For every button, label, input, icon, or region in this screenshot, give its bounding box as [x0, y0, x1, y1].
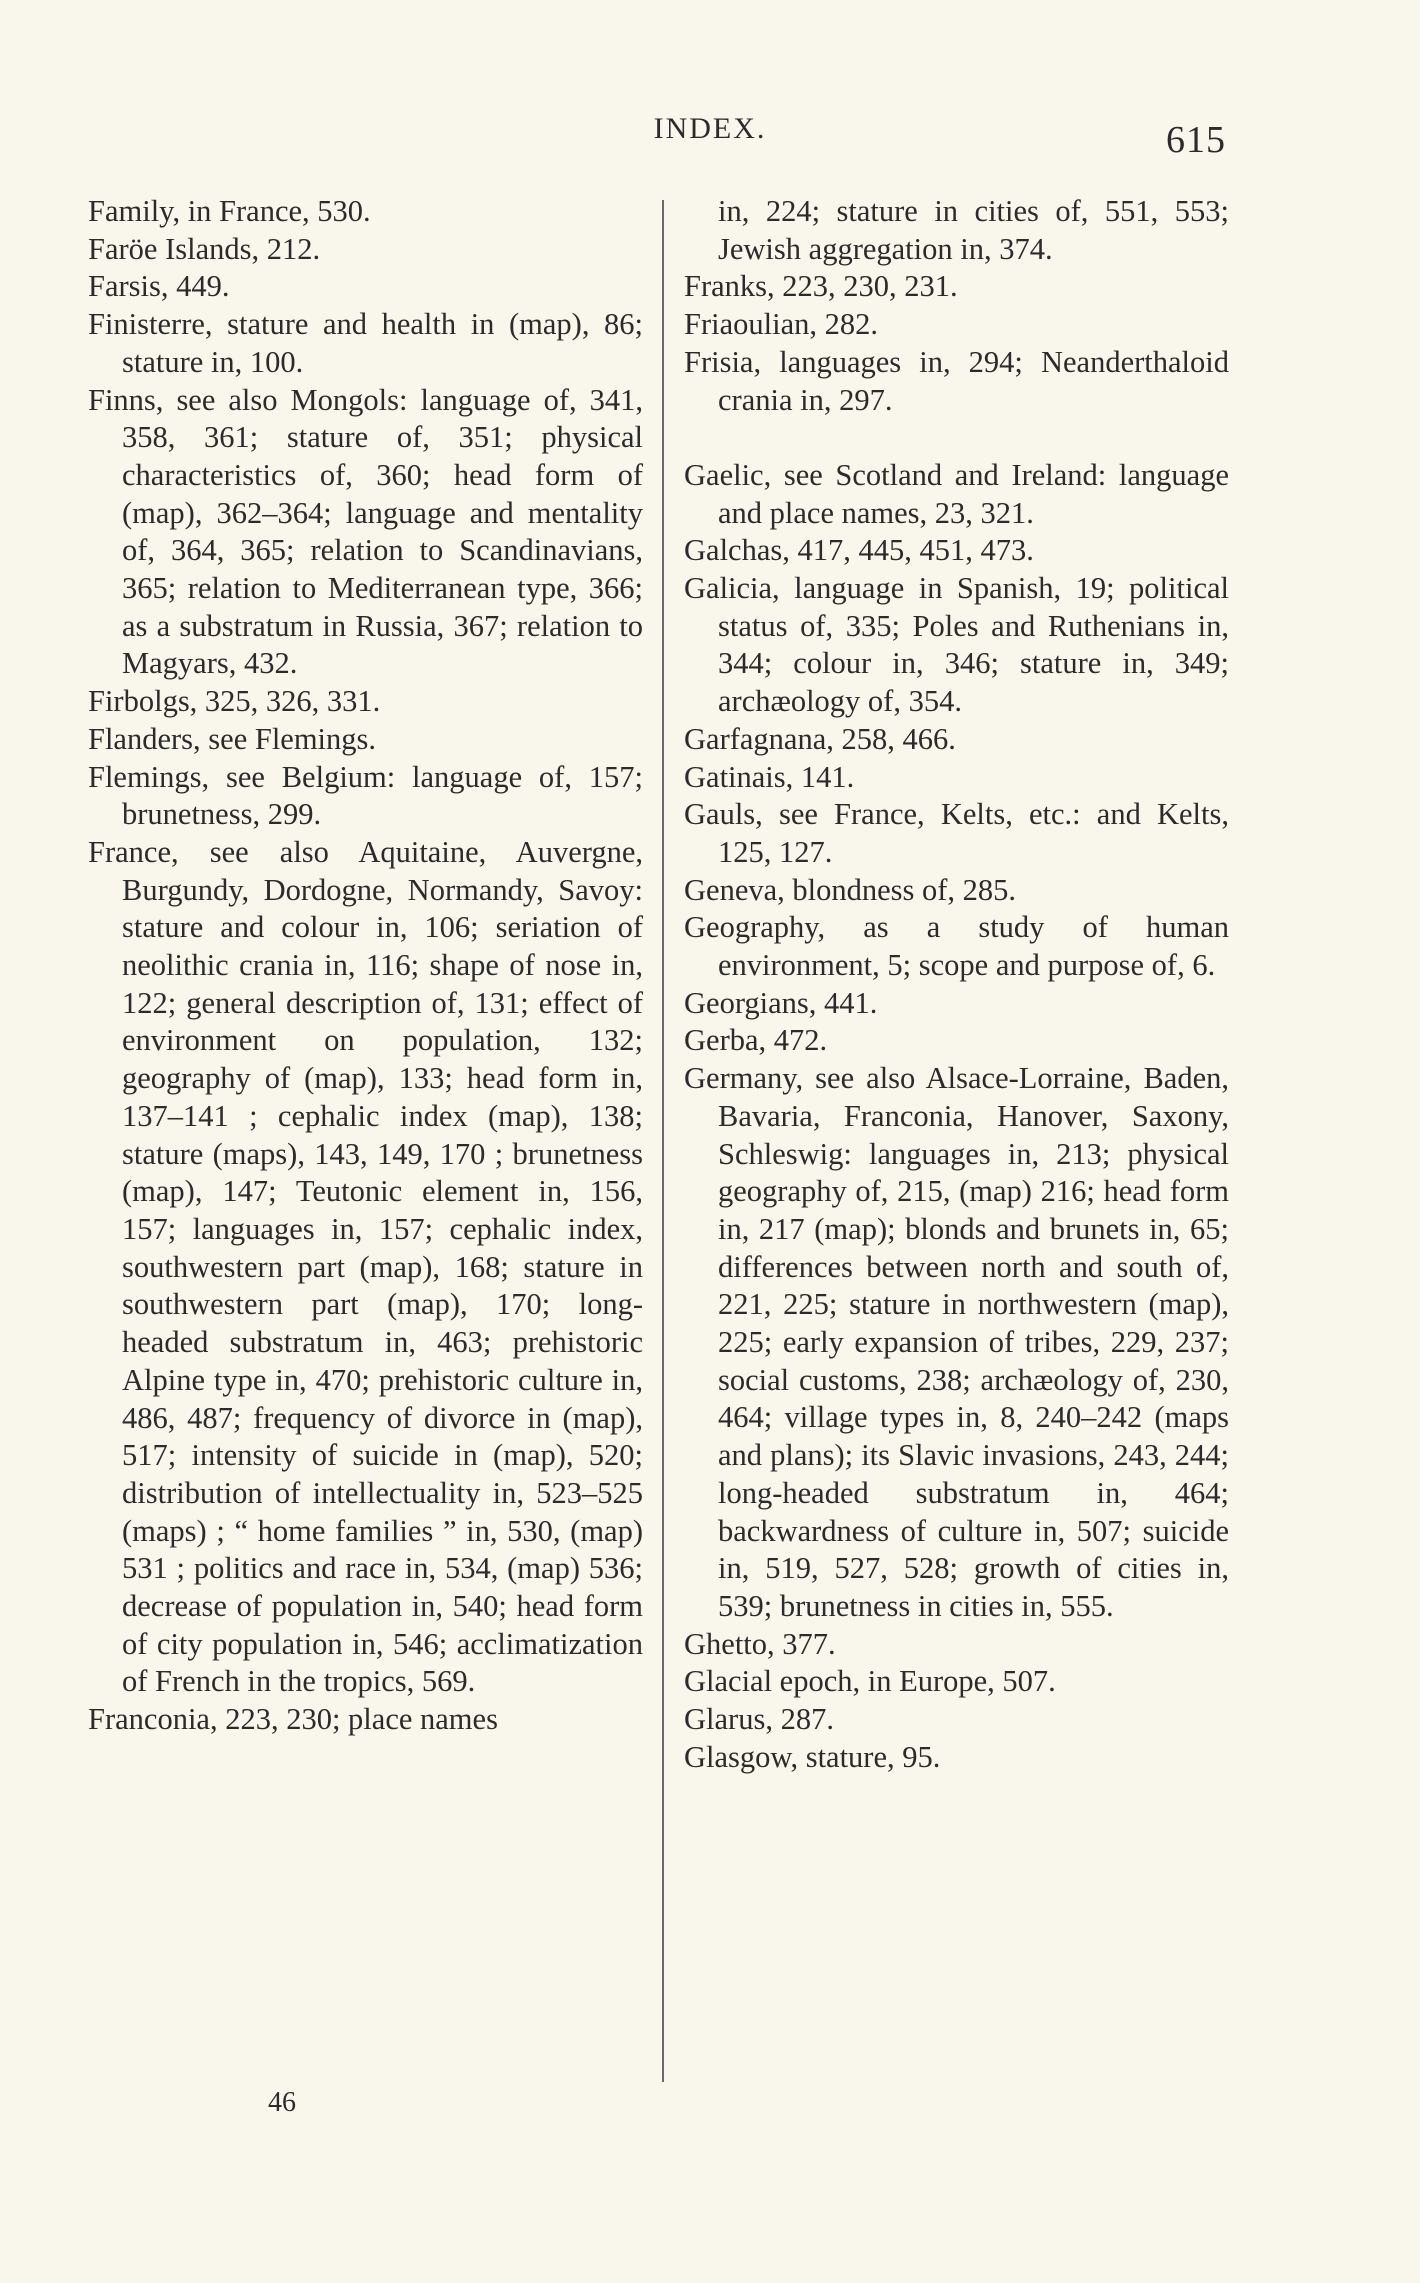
- index-entry: Galchas, 417, 445, 451, 473.: [684, 533, 1034, 568]
- index-entry: Friaoulian, 282.: [684, 307, 878, 342]
- index-entry: Garfagnana, 258, 466.: [684, 721, 956, 756]
- index-entry: Geography, as a study of human environment, 5; scope and purpose of, 6.: [684, 910, 1229, 983]
- index-entry: France, see also Aquitaine, Auvergne, Burgundy, Dordogne, Normandy, Savoy: stature and colour in, 106; seriation of neolithic crania in, 116; shape of nose in, 122; general description of, 131; effect of environment on population, 132; geography of (map), 133; head form in, 137–141 ; cephalic index (map), 138; stature (maps), 143, 149, 170 ; brunetness (map), 147; Teutonic element in, 156, 157; languages in, 157; cephalic index, southwestern part (map), 168; stature in southwestern part (map), 170; long-headed substratum in, 463; prehistoric Alpine type in, 470; prehistoric culture in, 486, 487; frequency of divorce in (map), 517; intensity of suicide in (map), 520; distribution of intellectuality in, 523–525 (maps) ; “ home families ” in, 530, (map) 531 ; politics and race in, 534, (map) 536; decrease of population in, 540; head form of city population in, 546; acclimatization of French in the tropics, 569.: [88, 834, 643, 1699]
- index-entry: Galicia, language in Spanish, 19; political status of, 335; Poles and Ruthenians in, 344; colour in, 346; stature in, 349; archæology of, 354.: [684, 571, 1229, 719]
- index-entry: Finisterre, stature and health in (map), 86; stature in, 100.: [88, 307, 643, 379]
- index-entry: Glacial epoch, in Europe, 507.: [684, 1664, 1056, 1699]
- index-entry: Georgians, 441.: [684, 985, 878, 1020]
- running-title: INDEX.: [653, 112, 767, 145]
- column-divider: [662, 200, 664, 2082]
- index-entry: Germany, see also Alsace-Lorraine, Baden, Bavaria, Franconia, Hanover, Saxony, Schleswig: languages in, 213; physical geography of, 215, (map) 216; head form in, 217 (map); blonds and brunets in, 65; differences between north and south of, 221, 225; stature in northwestern (map), 225; early expansion of tribes, 229, 237; social customs, 238; archæology of, 230, 464; village types in, 8, 240–242 (maps and plans); its Slavic invasions, 243, 244; long-headed substratum in, 464; backwardness of culture in, 507; suicide in, 519, 527, 528; growth of cities in, 539; brunetness in cities in, 555.: [684, 1061, 1229, 1623]
- continued-entry: in, 224; stature in cities of, 551, 553; Jewish aggregation in, 374.: [718, 194, 1229, 266]
- index-entry: Family, in France, 530.: [88, 194, 371, 228]
- index-entry: Ghetto, 377.: [684, 1626, 836, 1661]
- index-entry: Finns, see also Mongols: language of, 341, 358, 361; stature of, 351; physical characteristics of, 360; head form of (map), 362–364; language and mentality of, 364, 365; relation to Scandinavians, 365; relation to Mediterranean type, 366; as a substratum in Russia, 367; relation to Magyars, 432.: [88, 382, 643, 681]
- right-column: [684, 193, 1229, 1777]
- index-entry: Gatinais, 141.: [684, 759, 855, 794]
- index-entry: Glasgow, stature, 95.: [684, 1739, 941, 1774]
- left-column: [88, 193, 643, 1739]
- index-entry: Geneva, blondness of, 285.: [684, 872, 1017, 907]
- index-entry: Glarus, 287.: [684, 1702, 834, 1737]
- index-entry: Gauls, see France, Kelts, etc.: and Kelts, 125, 127.: [684, 797, 1229, 869]
- index-entry: Gerba, 472.: [684, 1023, 828, 1058]
- index-entry: Gaelic, see Scotland and Ireland: language and place names, 23, 321.: [684, 457, 1229, 530]
- index-entry: Farsis, 449.: [88, 269, 230, 304]
- index-entry: Franks, 223, 230, 231.: [684, 269, 958, 304]
- page-number: 615: [1166, 119, 1226, 161]
- index-entry: Flanders, see Flemings.: [88, 721, 377, 756]
- index-entry: Franconia, 223, 230; place names: [88, 1702, 498, 1737]
- signature-mark: 46: [268, 2087, 296, 2118]
- letter-section-gap: [684, 419, 1229, 457]
- index-entry: Frisia, languages in, 294; Neanderthaloid crania in, 297.: [684, 344, 1229, 417]
- index-entry: Flemings, see Belgium: language of, 157; brunetness, 299.: [88, 759, 643, 832]
- index-entry: Firbolgs, 325, 326, 331.: [88, 684, 381, 719]
- index-entry: Faröe Islands, 212.: [88, 231, 321, 266]
